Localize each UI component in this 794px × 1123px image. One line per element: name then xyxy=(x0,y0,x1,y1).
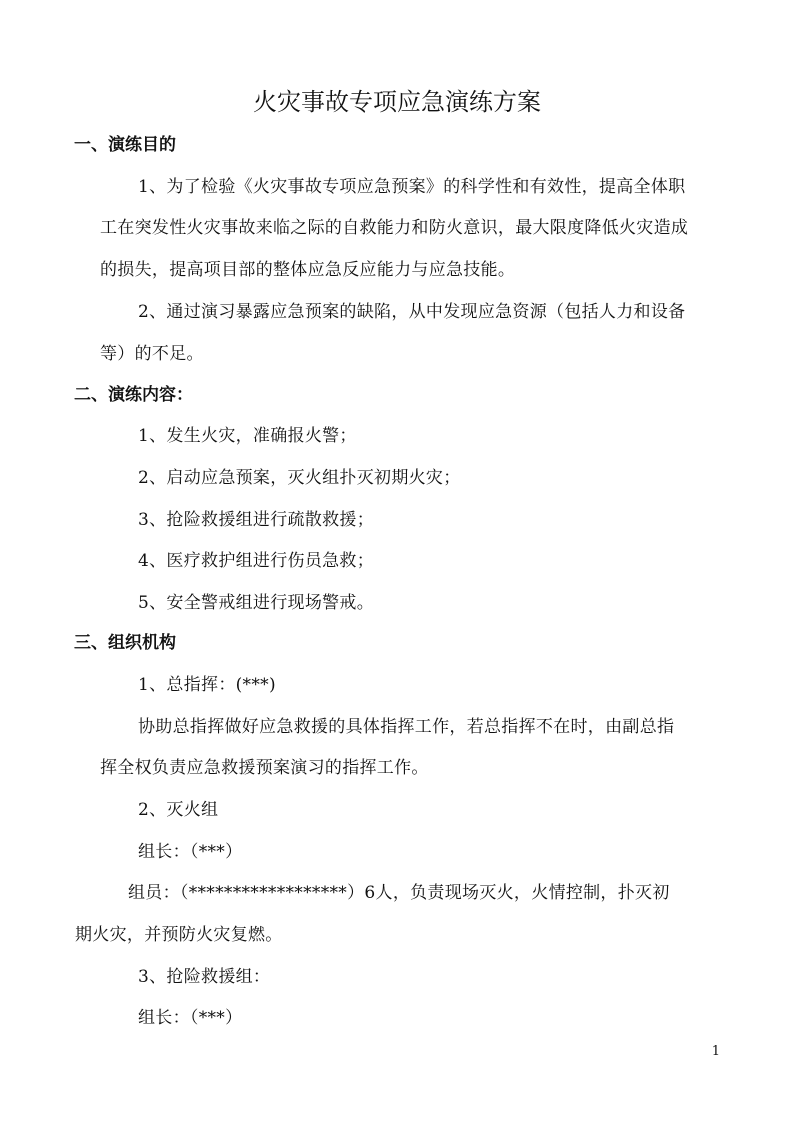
group-heading: 3、抢险救援组： xyxy=(138,967,271,987)
list-item: 5、安全警戒组进行现场警戒。 xyxy=(138,593,375,613)
paragraph-line: 的损失，提高项目部的整体应急反应能力与应急技能。 xyxy=(100,260,516,280)
paragraph-line: 2、通过演习暴露应急预案的缺陷，从中发现应急资源（包括人力和设备 xyxy=(138,302,686,322)
paragraph-line: 工在突发性火灾事故来临之际的自救能力和防火意识，最大限度降低火灾造成 xyxy=(100,218,689,238)
document-title: 火灾事故专项应急演练方案 xyxy=(253,88,541,116)
section-heading-2: 二、演练内容： xyxy=(74,385,193,405)
members-line: 期火灾，并预防火灾复燃。 xyxy=(75,925,283,945)
paragraph-line: 等）的不足。 xyxy=(100,344,204,364)
leader-line: 组长：（***） xyxy=(138,842,243,862)
list-item: 2、启动应急预案，灭火组扑灭初期火灾； xyxy=(138,468,461,488)
list-item: 3、抢险救援组进行疏散救援； xyxy=(138,510,375,530)
leader-line: 组长：（***） xyxy=(138,1008,243,1028)
commander-line: 1、总指挥：(***) xyxy=(138,675,276,695)
section-heading-3: 三、组织机构 xyxy=(74,633,176,653)
group-heading: 2、灭火组 xyxy=(138,800,219,820)
section-heading-1: 一、演练目的 xyxy=(74,135,176,155)
paragraph-line: 1、为了检验《火灾事故专项应急预案》的科学性和有效性，提高全体职 xyxy=(138,177,686,197)
page-number: 1 xyxy=(711,1044,720,1059)
paragraph-line: 协助总指挥做好应急救援的具体指挥工作，若总指挥不在时，由副总指 xyxy=(138,717,675,737)
members-line: 组员：（******************）6人，负责现场灭火，火情控制，扑灭初 xyxy=(128,883,670,903)
list-item: 4、医疗救护组进行伤员急救； xyxy=(138,551,375,571)
list-item: 1、发生火灾，准确报火警； xyxy=(138,426,357,446)
paragraph-line: 挥全权负责应急救援预案演习的指挥工作。 xyxy=(100,758,429,778)
